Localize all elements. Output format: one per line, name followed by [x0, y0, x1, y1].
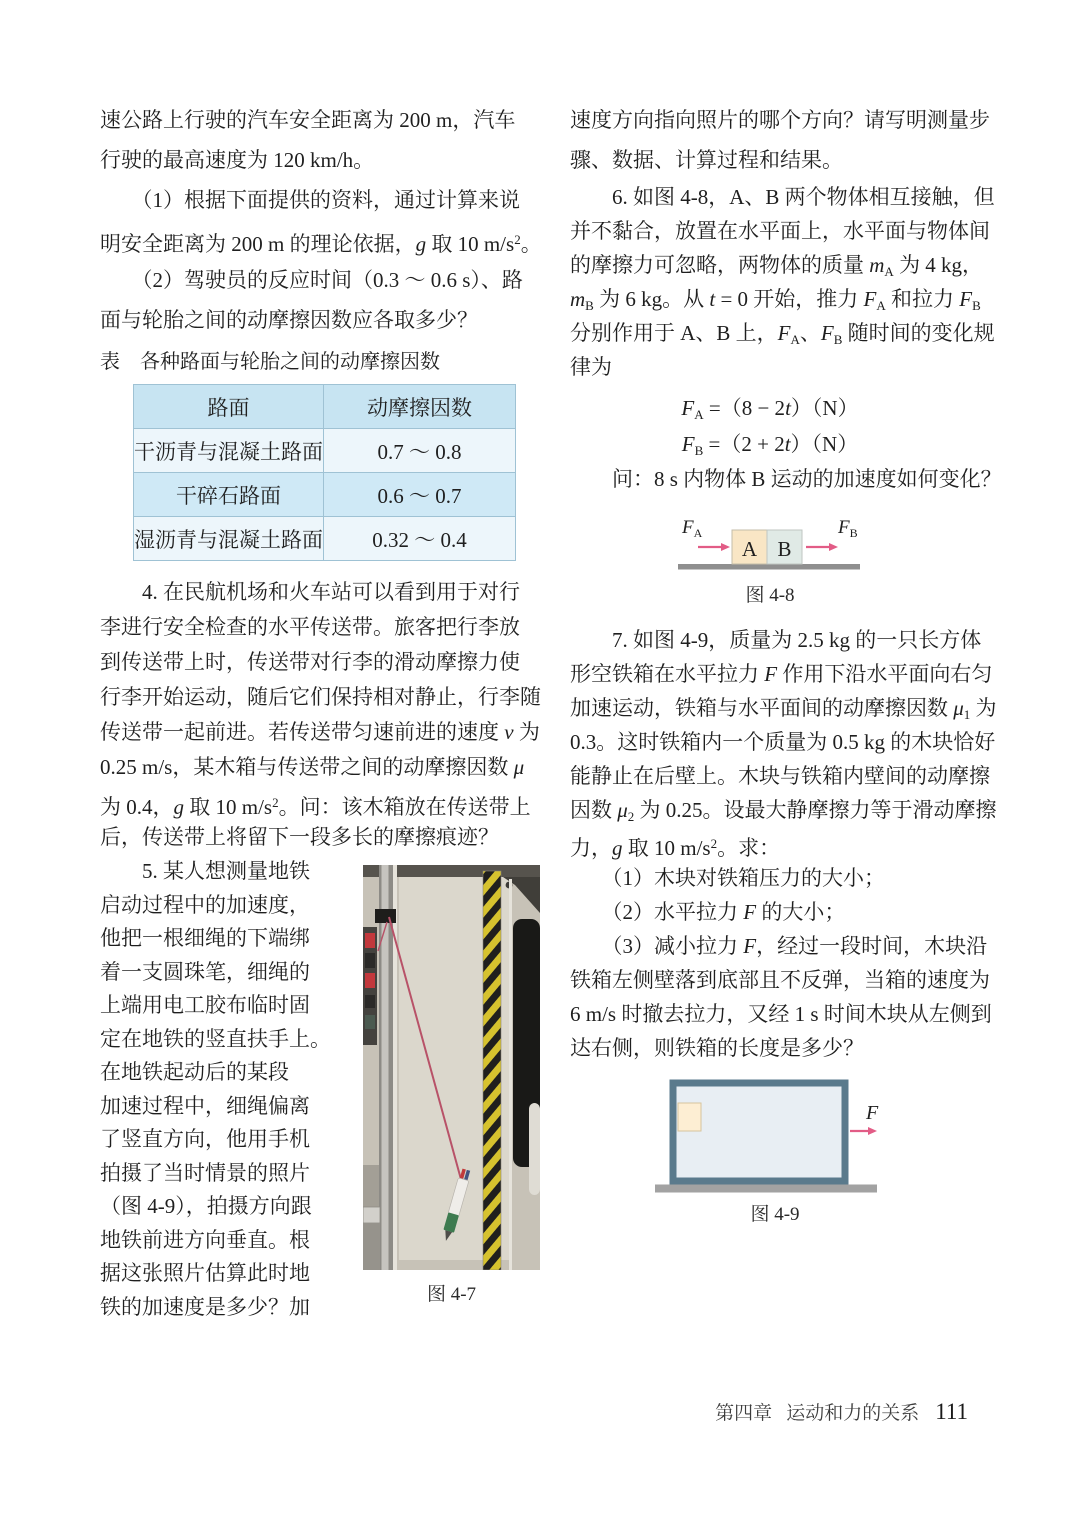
text-line: 地铁前进方向垂直。根: [100, 1227, 310, 1252]
horizontal-rail: [363, 1207, 380, 1223]
table-row: [134, 517, 516, 561]
text-line: 启动过程中的加速度，: [100, 892, 310, 917]
text-line: 7. 如图 4-9，质量为 2.5 kg 的一只长方体: [570, 628, 982, 652]
text-line: 铁的加速度是多少？加: [100, 1294, 310, 1319]
text-line: （图 4-9），拍摄方向跟: [100, 1194, 312, 1218]
text-line: 形空铁箱在水平拉力 F 作用下沿水平面向右匀: [570, 662, 993, 686]
text-line: 行驶的最高速度为 120 km/h。: [100, 148, 375, 172]
text-line: 骤、数据、计算过程和结果。: [570, 148, 843, 172]
table-row: [134, 473, 516, 517]
paragraph-item-1: [100, 180, 540, 260]
force-label-fb: $F_B$: [838, 517, 858, 540]
text-line: 并不黏合，放置在水平面上，水平面与物体间: [570, 219, 990, 243]
table-cell: 干碎石路面: [134, 473, 324, 517]
text-line: 的摩擦力可忽略，两物体的质量 $m_A$ 为 4 kg，: [570, 253, 984, 279]
page-footer: [715, 1398, 968, 1425]
door-frame-edge: [393, 865, 397, 1270]
text-line: （1）根据下面提供的资料，通过计算来说: [100, 188, 520, 212]
text-line: 0.25 m/s，某木箱与传送带之间的动摩擦因数 μ: [100, 755, 525, 779]
figure-4-9: [570, 1077, 1010, 1226]
ground-line: [655, 1185, 877, 1193]
paragraph-item-2: [100, 260, 540, 340]
table-cell: 0.7 ～ 0.8: [324, 429, 516, 473]
text-line: 能静止在后壁上。木块与铁箱内壁间的动摩擦: [570, 764, 990, 788]
text-line: （2）水平拉力 F 的大小；: [570, 900, 846, 924]
subway-photo: [363, 865, 540, 1270]
text-line: 他把一根细绳的下端绑: [100, 926, 310, 950]
table-cell: 0.32 ～ 0.4: [324, 517, 516, 561]
right-column: [570, 100, 1010, 1226]
paragraph-problem-4: [100, 575, 540, 855]
text-line: 传送带一起前进。若传送带匀速前进的速度 v 为: [100, 720, 540, 744]
chapter-title: 运动和力的关系: [786, 1403, 920, 1424]
text-line: 行李开始运动，随后它们保持相对静止，行李随: [100, 685, 541, 709]
text-line: 上端用电工胶布临时固: [100, 993, 310, 1017]
chapter-number: 第四章: [715, 1403, 773, 1424]
force-arrowhead-fb: [829, 543, 838, 551]
equation-fa: $F_A =(8 - 2t)(N)$: [681, 396, 859, 422]
friction-coefficient-table: [133, 384, 516, 561]
table-header-row: [134, 385, 516, 429]
intercom-button: [365, 973, 375, 988]
figure-4-8-caption: 图 4-8: [745, 585, 795, 606]
wood-block: [678, 1103, 701, 1131]
paragraph-car-safety: [100, 100, 540, 180]
figure-4-8: [570, 500, 1010, 607]
question-problem-6: 问：8 s 内物体 B 运动的加速度如何变化？: [570, 467, 1002, 491]
force-arrowhead-fa: [721, 543, 730, 551]
left-column: [100, 100, 540, 1324]
text-line: 了竖直方向，他用手机: [100, 1127, 310, 1151]
blocks-diagram: [570, 500, 1010, 578]
table-cell: 0.6 ～ 0.7: [324, 473, 516, 517]
text-line: 6. 如图 4-8，A、B 两个物体相互接触，但: [570, 185, 995, 209]
text-line: 着一支圆珠笔，细绳的: [100, 959, 310, 984]
text-line: 5. 某人想测量地铁: [100, 859, 310, 883]
text-line: 拍摄了当时情景的照片: [100, 1160, 310, 1185]
lower-wall: [363, 1165, 379, 1209]
floor-corner: [363, 1223, 380, 1270]
text-line: 李进行安全检查的水平传送带。旅客把行李放: [100, 615, 520, 639]
iron-box: [673, 1083, 845, 1181]
text-line: （1）木块对铁箱压力的大小；: [570, 866, 885, 890]
figure-4-7-caption: 图 4-7: [426, 1284, 477, 1305]
text-line: 因数 $\mu_2$ 为 0.25。设最大静摩擦力等于滑动摩擦: [570, 798, 997, 824]
intercom-button: [365, 953, 375, 968]
text-line: $m_B$ 为 6 kg。从 t = 0 开始，推力 $F_A$ 和拉力 $F_B$: [570, 287, 981, 313]
text-line: 后，传送带上将留下一段多长的摩擦痕迹？: [100, 825, 499, 849]
intercom-button: [365, 1015, 375, 1029]
iron-box-diagram: [570, 1077, 1010, 1195]
paragraph-problem-5-continued: [570, 100, 1010, 180]
text-line: 明安全距离为 200 m 的理论依据，g 取 10 $m/s^2$。: [100, 232, 542, 256]
figure-4-9-caption: 图 4-9: [750, 1204, 800, 1225]
force-label-f: F: [866, 1102, 879, 1124]
text-line: 达右侧，则铁箱的长度是多少？: [570, 1036, 864, 1060]
text-line: 4. 在民航机场和火车站可以看到用于对行: [100, 580, 520, 604]
text-line: 速度方向指向照片的哪个方向？请写明测量步: [570, 108, 990, 132]
window-highlight: [529, 1103, 540, 1195]
text-line: 速公路上行驶的汽车安全距离为 200 m，汽车: [100, 108, 516, 132]
text-line: 加速过程中，细绳偏离: [100, 1093, 310, 1118]
window-frame-edge: [509, 879, 512, 1270]
text-line: 据这张照片估算此时地: [100, 1261, 310, 1285]
text-line: 律为: [570, 355, 612, 379]
figure-4-7: [363, 865, 540, 1324]
text-line: 0.3。这时铁箱内一个质量为 0.5 kg 的木块恰好: [570, 730, 996, 754]
intercom-button: [365, 933, 375, 948]
ground-line: [678, 564, 860, 570]
text-line: 力，g 取 10 $m/s^2$。求：: [570, 836, 781, 860]
text-line: （2）驾驶员的反应时间（0.3 ～ 0.6 s）、路: [100, 268, 523, 292]
problem-5-row: [100, 855, 540, 1324]
hazard-stripe: [483, 871, 501, 1270]
handrail-pole-highlight: [382, 865, 389, 1270]
table-header-surface: 路面: [134, 385, 324, 429]
text-line: 定在地铁的竖直扶手上。: [100, 1026, 331, 1051]
text-line: （3）减小拉力 F，经过一段时间，木块沿: [570, 934, 988, 958]
text-line: 6 m/s 时撤去拉力，又经 1 s 时间木块从左侧到: [570, 1002, 992, 1026]
block-a-label: A: [741, 537, 758, 561]
intercom-button: [365, 995, 375, 1008]
table-cell: 湿沥青与混凝土路面: [134, 517, 324, 561]
paragraph-problem-7: [570, 623, 1010, 1065]
text-line: 在地铁起动后的某段: [100, 1060, 289, 1084]
text-line: 为 0.4，g 取 10 $m/s^2$。问：该木箱放在传送带上: [100, 795, 531, 819]
page-number: 111: [935, 1399, 968, 1424]
paragraph-problem-5: [100, 855, 356, 1324]
force-label-fa: $F_A$: [682, 517, 703, 540]
text-line: 铁箱左侧壁落到底部且不反弹，当箱的速度为: [570, 968, 990, 992]
tape: [375, 909, 396, 923]
equation-fb: $F_B =(2 + 2t)(N)$: [681, 432, 859, 458]
equation-block: [570, 390, 1010, 462]
text-line: 到传送带上时，传送带对行李的滑动摩擦力使: [100, 650, 520, 674]
text-line: 加速运动，铁箱与水平面间的动摩擦因数 $\mu_1$ 为: [570, 696, 997, 722]
table-row: [134, 429, 516, 473]
table-header-coefficient: 动摩擦因数: [324, 385, 516, 429]
text-line: 分别作用于 A、B 上，$F_A$、$F_B$ 随时间的变化规: [570, 321, 995, 347]
force-arrowhead-f: [868, 1127, 877, 1135]
paragraph-problem-6: [570, 180, 1010, 384]
table-caption: 表 各种路面与轮胎之间的动摩擦因数: [100, 351, 440, 373]
block-b-label: B: [777, 537, 792, 561]
table-cell: 干沥青与混凝土路面: [134, 429, 324, 473]
text-line: 面与轮胎之间的动摩擦因数应各取多少？: [100, 308, 478, 332]
